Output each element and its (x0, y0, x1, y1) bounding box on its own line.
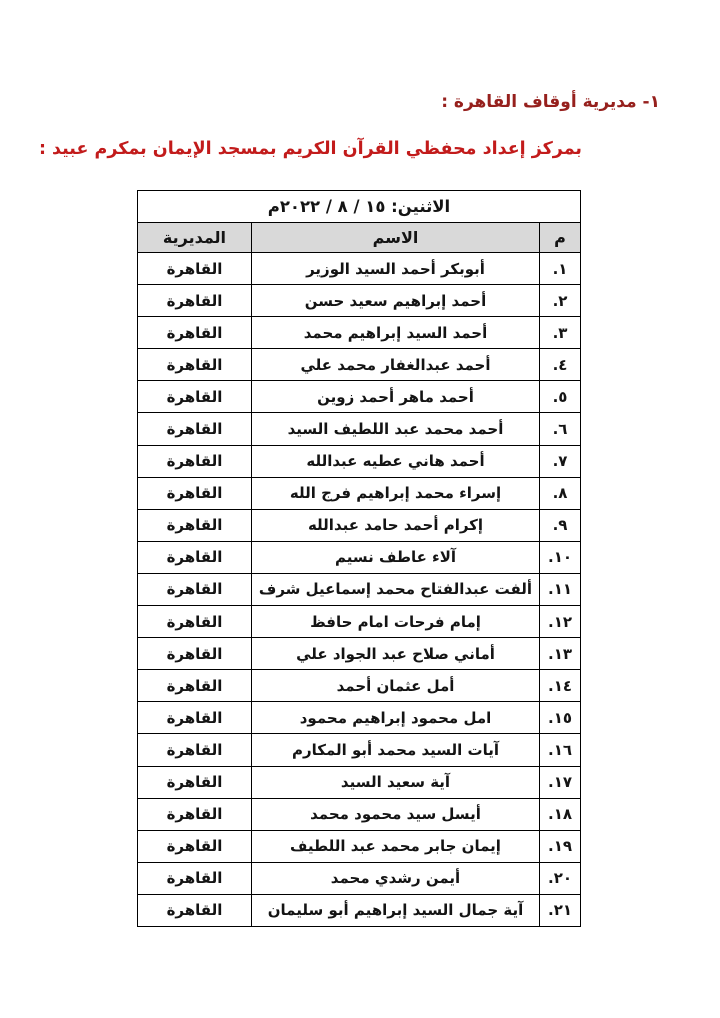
row-serial: ١١. (540, 573, 581, 605)
row-serial: ٧. (540, 445, 581, 477)
row-name: أحمد السيد إبراهيم محمد (252, 317, 540, 349)
row-name: أماني صلاح عبد الجواد علي (252, 638, 540, 670)
row-serial: ١٥. (540, 702, 581, 734)
table-row (137, 317, 580, 349)
column-header-serial: م (540, 223, 581, 253)
row-directorate: القاهرة (137, 702, 251, 734)
table-row (137, 766, 580, 798)
row-serial: ٤. (540, 349, 581, 381)
table-row (137, 285, 580, 317)
row-name: إمام فرحات امام حافظ (252, 606, 540, 638)
row-serial: ٩. (540, 509, 581, 541)
page-subtitle: بمركز إعداد محفظي القرآن الكريم بمسجد الإيمان بمكرم عبيد : (38, 139, 582, 159)
table-row (137, 734, 580, 766)
row-serial: ١٣. (540, 638, 581, 670)
table-row (137, 702, 580, 734)
table-row (137, 862, 580, 894)
row-serial: ١٧. (540, 766, 581, 798)
row-directorate: القاهرة (137, 670, 251, 702)
row-directorate: القاهرة (137, 766, 251, 798)
row-directorate: القاهرة (137, 381, 251, 413)
row-name: ألفت عبدالفتاح محمد إسماعيل شرف (252, 573, 540, 605)
table-row (137, 477, 580, 509)
row-directorate: القاهرة (137, 349, 251, 381)
names-table (137, 190, 581, 927)
table-row (137, 541, 580, 573)
row-directorate: القاهرة (137, 894, 251, 926)
row-name: أحمد هاني عطيه عبدالله (252, 445, 540, 477)
row-name: إيمان جابر محمد عبد اللطيف (252, 830, 540, 862)
row-serial: ٨. (540, 477, 581, 509)
table-row (137, 509, 580, 541)
row-directorate: القاهرة (137, 413, 251, 445)
row-serial: ٢٠. (540, 862, 581, 894)
table-row (137, 670, 580, 702)
table-row (137, 638, 580, 670)
table-row (137, 606, 580, 638)
row-directorate: القاهرة (137, 798, 251, 830)
row-name: أحمد إبراهيم سعيد حسن (252, 285, 540, 317)
row-serial: ٢١. (540, 894, 581, 926)
row-directorate: القاهرة (137, 862, 251, 894)
date-header-cell: الاثنين: ١٥ / ٨ / ٢٠٢٢م (137, 191, 580, 223)
row-name: إسراء محمد إبراهيم فرج الله (252, 477, 540, 509)
row-name: أحمد محمد عبد اللطيف السيد (252, 413, 540, 445)
row-serial: ١٢. (540, 606, 581, 638)
table-row (137, 830, 580, 862)
row-directorate: القاهرة (137, 317, 251, 349)
row-directorate: القاهرة (137, 638, 251, 670)
row-serial: ١٤. (540, 670, 581, 702)
row-directorate: القاهرة (137, 541, 251, 573)
row-name: آية سعيد السيد (252, 766, 540, 798)
row-directorate: القاهرة (137, 253, 251, 285)
table-row (137, 349, 580, 381)
row-directorate: القاهرة (137, 734, 251, 766)
row-directorate: القاهرة (137, 285, 251, 317)
row-name: أمل عثمان أحمد (252, 670, 540, 702)
row-serial: ١٠. (540, 541, 581, 573)
row-name: آيات السيد محمد أبو المكارم (252, 734, 540, 766)
table-row (137, 573, 580, 605)
table-row (137, 445, 580, 477)
table-row (137, 381, 580, 413)
table-column-header-row (137, 223, 580, 253)
table-row (137, 894, 580, 926)
row-serial: ١٨. (540, 798, 581, 830)
column-header-name: الاسم (252, 223, 540, 253)
row-name: آية جمال السيد إبراهيم أبو سليمان (252, 894, 540, 926)
row-name: أحمد عبدالغفار محمد علي (252, 349, 540, 381)
row-name: إكرام أحمد حامد عبدالله (252, 509, 540, 541)
row-name: أبوبكر أحمد السيد الوزير (252, 253, 540, 285)
table-row (137, 798, 580, 830)
row-directorate: القاهرة (137, 830, 251, 862)
row-serial: ١. (540, 253, 581, 285)
row-name: آلاء عاطف نسيم (252, 541, 540, 573)
row-name: أحمد ماهر أحمد زوين (252, 381, 540, 413)
row-directorate: القاهرة (137, 509, 251, 541)
row-name: امل محمود إبراهيم محمود (252, 702, 540, 734)
row-name: أيمن رشدي محمد (252, 862, 540, 894)
table-row (137, 253, 580, 285)
row-name: أيسل سيد محمود محمد (252, 798, 540, 830)
row-serial: ١٩. (540, 830, 581, 862)
row-directorate: القاهرة (137, 477, 251, 509)
row-directorate: القاهرة (137, 445, 251, 477)
column-header-directorate: المديرية (137, 223, 251, 253)
table-date-row (137, 191, 580, 223)
row-serial: ١٦. (540, 734, 581, 766)
row-serial: ٦. (540, 413, 581, 445)
row-directorate: القاهرة (137, 606, 251, 638)
table-row (137, 413, 580, 445)
row-serial: ٢. (540, 285, 581, 317)
row-directorate: القاهرة (137, 573, 251, 605)
row-serial: ٥. (540, 381, 581, 413)
page-title: ١- مديرية أوقاف القاهرة : (441, 92, 660, 112)
row-serial: ٣. (540, 317, 581, 349)
